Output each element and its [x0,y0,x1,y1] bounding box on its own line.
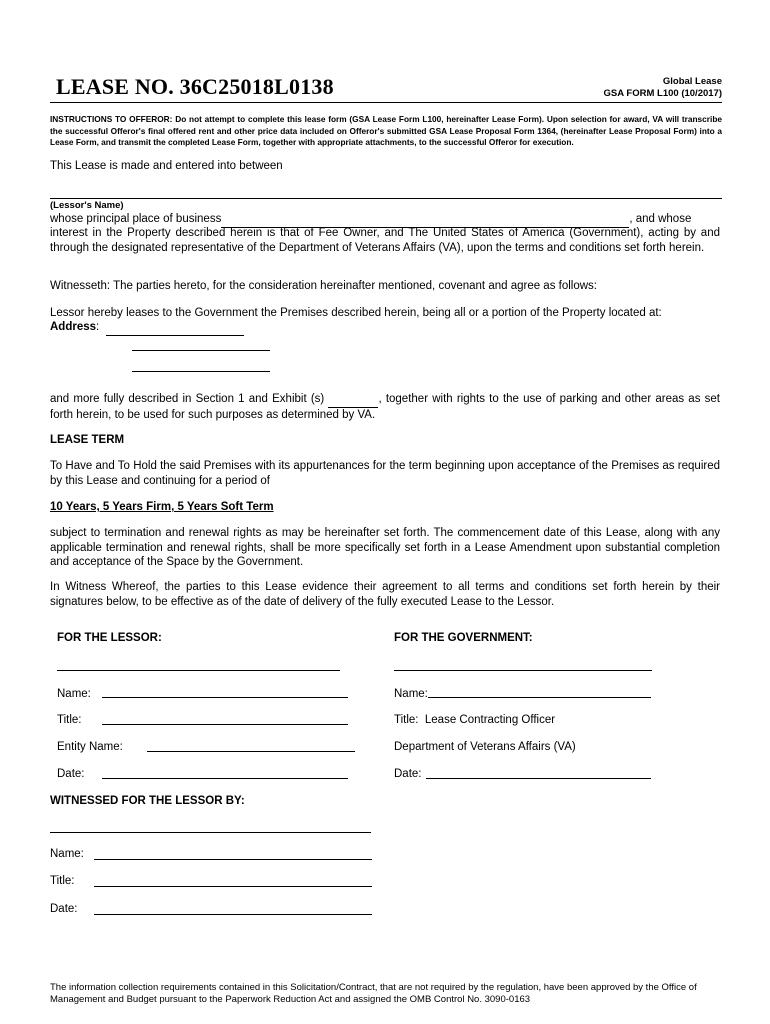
instructions-to-offeror: INSTRUCTIONS TO OFFEROR: Do not attempt to complete this lease form (GSA Lease Form L100, hereinafter Lease Form). Upon selection for award, VA will transcribe the successful Offeror's final offered rent and other price data included on Offeror's submitted GSA Lease Proposal Form 1364, (hereinafter Lease Proposal Form) into a Lease Form, and transmit the completed Lease Form, together with appropriate attachments, to the successful Offeror for execution. [50,114,722,147]
government-signature-line[interactable] [394,670,652,671]
described-prefix: and more fully described in Section 1 and Exhibit (s) [50,393,329,405]
witness-heading: WITNESSED FOR THE LESSOR BY: [50,795,245,807]
government-title-value: Lease Contracting Officer [424,714,556,726]
address-line-2[interactable] [132,350,270,351]
in-witness-text: In Witness Whereof, the parties to this Lease evidence their agreement to all terms and conditions set forth herein by their signatures below, to be effective as of the date of delivery of the fully executed Lease to the Lessor. [50,581,720,608]
lessor-date-label: Date: [57,768,85,780]
intro-text: This Lease is made and entered into between [50,160,283,172]
witness-date-field[interactable] [94,914,372,915]
lessor-heading: FOR THE LESSOR: [57,632,162,644]
lessor-name-label-sig: Name: [57,688,91,700]
lessor-title-label: Title: [57,714,82,726]
government-date-label: Date: [394,768,422,780]
address-line [50,320,720,336]
omb-footer-note: The information collection requirements contained in this Solicitation/Contract, that are not required by the regulation, have been approved by the Office of Management and Budget pursuant to the Paperwork Reduction Act and assigned the OMB Control No. 3090-0163 [50,982,697,1005]
lease-number-title: LEASE NO. 36C25018L0138 [56,74,334,99]
government-name-field[interactable] [428,697,651,698]
lessor-entity-label: Entity Name: [57,741,123,753]
witness-title-label: Title: [50,875,75,887]
form-type-label: Global Lease [662,76,722,87]
witness-date-label: Date: [50,903,78,915]
witnesseth-label: Witnesseth: [50,280,111,292]
subject-to-text: subject to termination and renewal rights as may be hereinafter set forth. The commencement date of this Lease, along with any applicable termination and renewal rights, shall be more specifically set forth in a Lease Amendment upon substantial completion and acceptance of the Space by the Government. [50,527,720,568]
interest-text: interest in the Property described herein is that of Fee Owner, and The United States of America (Government), acting by and through the designated representative of the Department of Veterans Affairs (VA), upon the terms and conditions set forth herein. [50,227,720,254]
government-heading: FOR THE GOVERNMENT: [394,632,533,644]
to-have-text: To Have and To Hold the said Premises with its appurtenances for the term beginning upon acceptance of the Premises as required by this Lease and continuing for a period of [50,460,720,487]
government-name-label: Name: [394,688,428,700]
lessor-entity-field[interactable] [147,751,355,752]
witnesseth-text: The parties hereto, for the consideration hereinafter mentioned, covenant and agree as follows: [110,280,597,292]
header-divider [50,102,722,103]
address-label: Address [50,321,97,333]
address-line-1[interactable] [106,320,244,336]
government-title-line [394,714,555,726]
described-paragraph [50,392,720,422]
form-identifier [604,76,722,100]
address-line-3[interactable] [132,371,270,372]
witness-signature-line[interactable] [50,832,371,833]
lessor-name-label: (Lessor's Name) [50,200,124,211]
witness-title-field[interactable] [94,886,372,887]
lessor-name-line[interactable] [50,198,722,199]
lessor-title-field[interactable] [102,724,348,725]
principal-place-prefix: whose principal place of business [50,213,222,225]
principal-place-suffix: , and whose [629,213,692,225]
address-colon: : [96,321,100,333]
form-number-label: GSA FORM L100 (10/2017) [603,88,722,99]
lessor-name-field[interactable] [102,697,348,698]
described-suffix: , together with rights to the use of parking and other areas as set forth herein, to be used for such purposes as determined by VA. [50,393,720,421]
lessor-signature-line[interactable] [57,670,340,671]
witness-name-label: Name: [50,848,84,860]
lease-term-heading: LEASE TERM [50,434,125,446]
witness-name-field[interactable] [94,859,372,860]
lessor-date-field[interactable] [102,778,348,779]
exhibit-blank[interactable] [328,392,378,408]
term-value: 10 Years, 5 Years Firm, 5 Years Soft Term [50,501,274,513]
government-date-field[interactable] [426,778,651,779]
government-department: Department of Veterans Affairs (VA) [394,741,576,753]
lessor-leases-text: Lessor hereby leases to the Government the Premises described herein, being all or a portion of the Property located at: [50,307,662,319]
witnesseth-paragraph [50,279,720,294]
government-title-label: Title: [394,714,419,726]
